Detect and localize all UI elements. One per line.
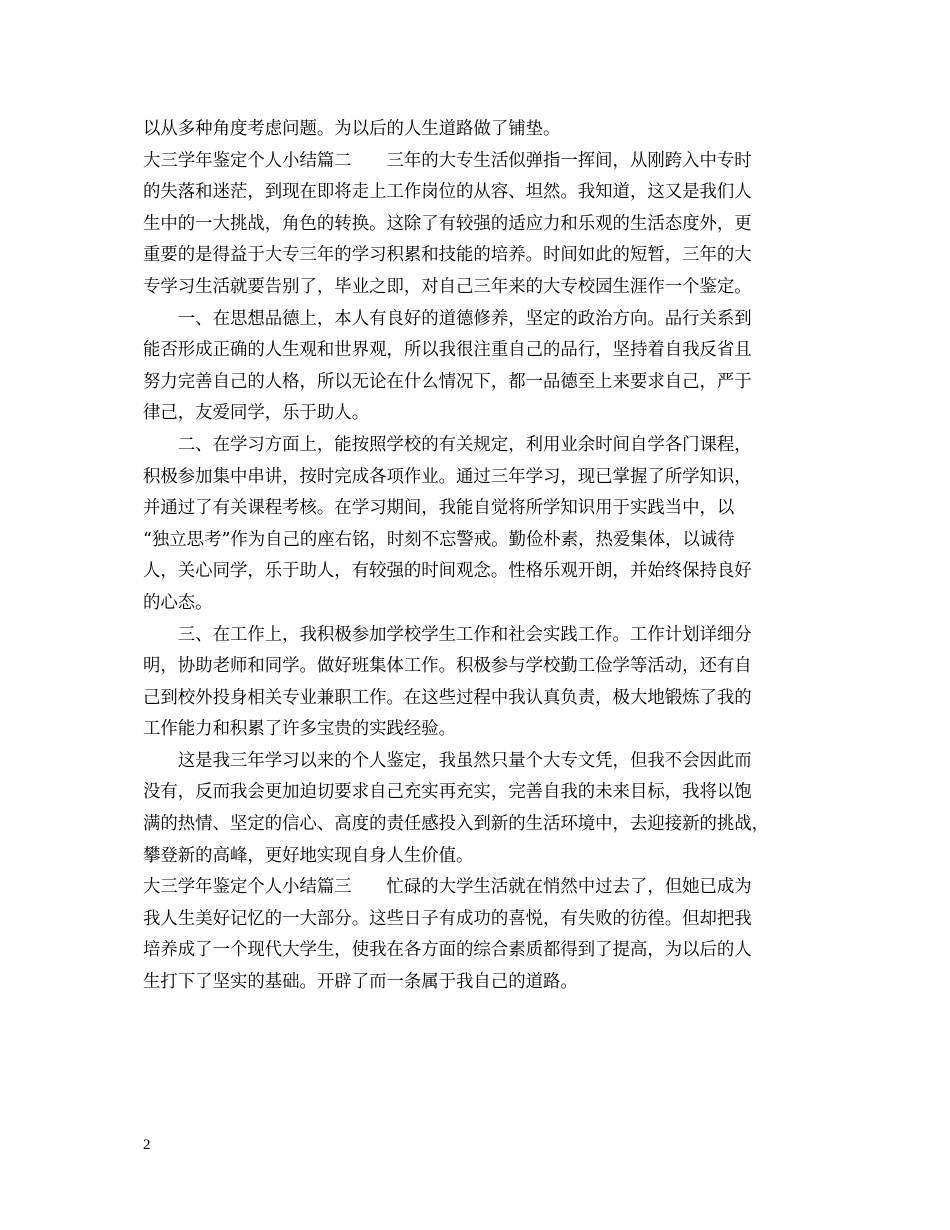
text-line: 二、在学习方面上，能按照学校的有关规定，利用业余时间自学各门课程， [143,434,752,455]
text-line: 并通过了有关课程考核。在学习期间，我能自觉将所学知识用于实践当中，以 [143,498,735,519]
text-line: 生中的一大挑战，角色的转换。这除了有较强的适应力和乐观的生活态度外，更 [143,213,752,234]
text-line: 明，协助老师和同学。做好班集体工作。积极参与学校勤工俭学等活动，还有自 [143,656,752,677]
text-line: 积极参加集中串讲，按时完成各项作业。通过三年学习，现已掌握了所学知识， [143,466,752,487]
text-line: “独立思考”作为自己的座右铭，时刻不忘警戒。勤俭朴素，热爱集体，以诚待 [143,529,735,550]
text-line: 重要的是得益于大专三年的学习积累和技能的培养。时间如此的短暂，三年的大 [143,245,752,266]
document-body [143,114,810,999]
text-line: 工作能力和积累了许多宝贵的实践经验。 [143,719,457,740]
text-line: 我人生美好记忆的一大部分。这些日子有成功的喜悦，有失败的彷徨。但却把我 [143,908,752,929]
text-line: 生打下了坚实的基础。开辟了而一条属于我自己的道路。 [143,972,578,993]
text-line: 一、在思想品德上，本人有良好的道德修养，坚定的政治方向。品行关系到 [143,308,752,329]
text-line: 专学习生活就要告别了，毕业之即，对自己三年来的大专校园生涯作一个鉴定。 [143,276,752,297]
text-line: 人，关心同学，乐于助人，有较强的时间观念。性格乐观开朗，并始终保持良好 [143,561,752,582]
text-line: 大三学年鉴定个人小结篇三 忙碌的大学生活就在悄然中过去了，但她已成为 [143,877,752,898]
text-line: 大三学年鉴定个人小结篇二 三年的大专生活似弹指一挥间，从刚跨入中专时 [143,150,752,171]
page-number: 2 [143,1137,151,1153]
text-line: 的失落和迷茫，到现在即将走上工作岗位的从容、坦然。我知道，这又是我们人 [143,182,752,203]
text-line: 努力完善自己的人格，所以无论在什么情况下，都一品德至上来要求自己，严于 [143,371,752,392]
text-line: 这是我三年学习以来的个人鉴定，我虽然只量个大专文凭，但我不会因此而 [143,750,752,771]
text-line: 没有，反而我会更加迫切要求自己充实再充实，完善自我的未来目标，我将以饱 [143,782,752,803]
text-line: 三、在工作上，我积极参加学校学生工作和社会实践工作。工作计划详细分 [143,624,752,645]
text-line: 满的热情、坚定的信心、高度的责任感投入到新的生活环境中，去迎接新的挑战， [143,814,770,835]
text-line: 攀登新的高峰，更好地实现自身人生价值。 [143,845,474,866]
text-line: 律己，友爱同学，乐于助人。 [143,403,370,424]
text-line: 己到校外投身相关专业兼职工作。在这些过程中我认真负责，极大地锻炼了我的 [143,687,752,708]
text-line: 能否形成正确的人生观和世界观，所以我很注重自己的品行，坚持着自我反省且 [143,340,752,361]
text-line: 培养成了一个现代大学生，使我在各方面的综合素质都得到了提高，为以后的人 [143,940,752,961]
text-line: 的心态。 [143,592,213,613]
text-line: 以从多种角度考虑问题。为以后的人生道路做了铺垫。 [143,119,561,139]
